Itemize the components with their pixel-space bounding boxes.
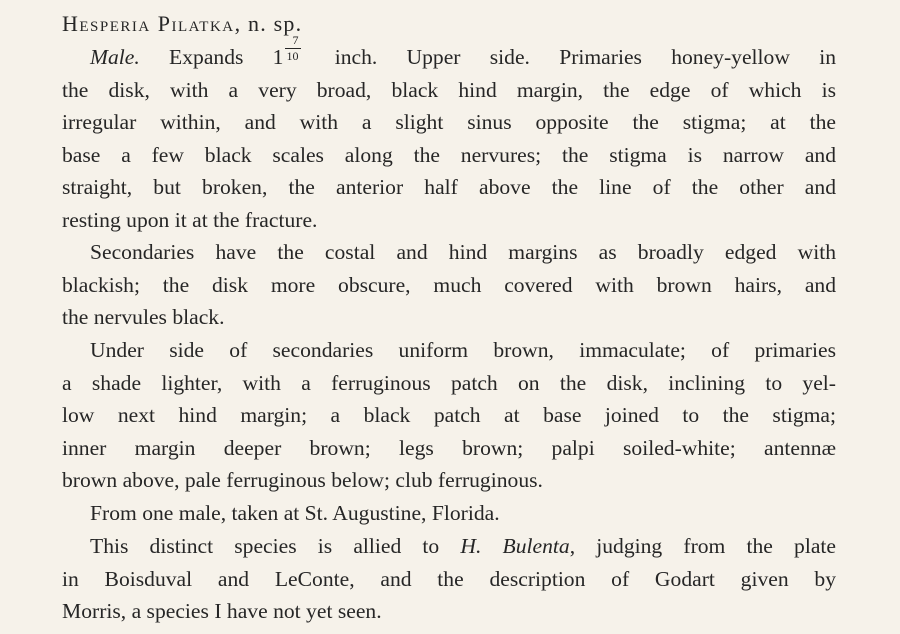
text-line: Secondaries have the costal and hind margins as broadly edged with: [90, 240, 836, 264]
text-line: blackish; the disk more obscure, much covered with brown hairs, and: [62, 272, 836, 297]
paragraph-affinity: [62, 530, 836, 628]
text-line: in Boisduval and LeConte, and the description of Godart given by: [62, 566, 836, 591]
text-line: irregular within, and with a slight sinus opposite the stigma; at the: [62, 110, 836, 134]
affinity-text: This distinct species is allied to: [90, 534, 461, 558]
text-line: the nervules black.: [62, 305, 225, 329]
text-line: Under side of secondaries uniform brown, immaculate; of primaries: [90, 338, 836, 362]
text-line: [62, 530, 836, 563]
text-line: From one male, taken at St. Augustine, Florida.: [90, 501, 500, 525]
sex-label: Male.: [90, 45, 140, 69]
fraction-denominator: 10: [286, 49, 299, 63]
species-heading: [62, 8, 302, 40]
text-line: straight, but broken, the anterior half above the line of the other and: [62, 175, 836, 199]
text-line: [62, 33, 836, 74]
text-line: inner margin deeper brown; legs brown; palpi soiled-white; antennæ: [62, 435, 836, 460]
expanse-text: Expands 1: [139, 45, 284, 69]
species-reference: H. Bulenta: [460, 534, 570, 558]
text-line: brown above, pale ferruginous below; club ferruginous.: [62, 468, 543, 492]
paragraph-male-upper-side: [62, 33, 836, 236]
paragraph-under-side: [62, 334, 836, 497]
text-line: Morris, a species I have not yet seen.: [62, 599, 382, 623]
species-name: Hesperia Pilatka: [62, 11, 235, 36]
paragraph-secondaries: [62, 236, 836, 334]
paragraph-locality: [62, 497, 836, 530]
text-line: low next hind margin; a black patch at base joined to the stigma;: [62, 403, 836, 427]
affinity-text: , judging from the plate: [569, 534, 836, 558]
text-line: the disk, with a very broad, black hind margin, the edge of which is: [62, 77, 836, 102]
text-line: a shade lighter, with a ferruginous patch on the disk, inclining to yel-: [62, 370, 836, 395]
upper-side-text: inch. Upper side. Primaries honey-yellow in: [305, 45, 836, 69]
expanse-fraction: [283, 33, 305, 64]
fraction-numerator: 7: [292, 33, 299, 47]
species-suffix: , n. sp.: [234, 11, 303, 36]
text-line: base a few black scales along the nervures; the stigma is narrow and: [62, 142, 836, 167]
text-line: resting upon it at the fracture.: [62, 207, 318, 232]
